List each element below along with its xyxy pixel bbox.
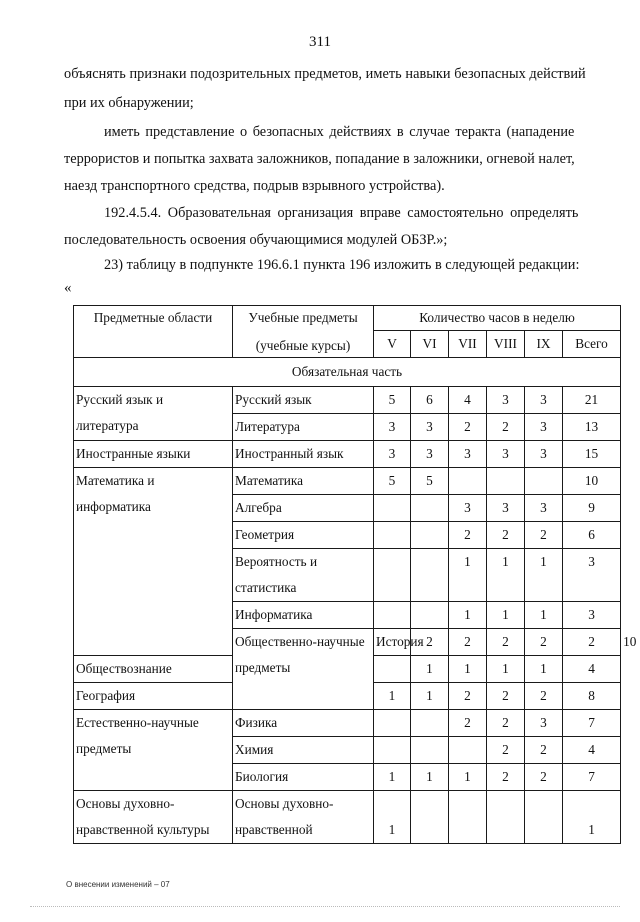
hours-cell: 3: [487, 495, 525, 522]
hours-cell: 2: [525, 683, 563, 710]
area-natural-sciences: [74, 710, 233, 791]
total-cell: 6: [563, 522, 621, 549]
total-cell: 1: [563, 791, 621, 844]
total-cell: 7: [563, 710, 621, 737]
hours-cell: [374, 549, 411, 602]
hours-cell: [374, 710, 411, 737]
hours-cell: [374, 522, 411, 549]
hours-cell: [411, 710, 449, 737]
area-foreign-languages: Иностранные языки: [74, 441, 233, 468]
area-line: литература: [76, 418, 139, 433]
hours-cell: 2: [487, 414, 525, 441]
table-row: [74, 791, 621, 844]
hours-cell: 2: [487, 710, 525, 737]
hours-cell: 2: [525, 629, 563, 656]
subject-cell: Геометрия: [233, 522, 374, 549]
hours-cell: 5: [374, 468, 411, 495]
area-social-sciences: [233, 629, 374, 710]
hours-cell: [374, 656, 411, 683]
header-subject-areas: Предметные области: [74, 306, 233, 358]
hours-cell: 6: [411, 387, 449, 414]
opening-quote-mark: «: [64, 280, 72, 296]
hours-cell: 3: [374, 441, 411, 468]
total-cell: 4: [563, 656, 621, 683]
header-subjects-line1: Учебные предметы: [248, 310, 358, 325]
hours-cell: 1: [449, 764, 487, 791]
hours-cell: [411, 495, 449, 522]
area-line: Естественно-научные: [76, 715, 199, 730]
hours-cell: 1: [374, 791, 411, 844]
hours-cell: 3: [525, 710, 563, 737]
hours-cell: 3: [525, 441, 563, 468]
hours-cell: 2: [525, 764, 563, 791]
subject-line: нравственной: [235, 822, 313, 837]
table-row: Общественно-научные предметы История 2 2 2 2 2 10: [74, 629, 621, 656]
subject-cell: Обществознание: [74, 656, 233, 683]
total-cell: 3: [563, 549, 621, 602]
area-spiritual-moral-culture: [74, 791, 233, 844]
hours-cell: 3: [525, 387, 563, 414]
total-cell: 10: [563, 468, 621, 495]
subject-cell: Литература: [233, 414, 374, 441]
total-cell: 21: [563, 387, 621, 414]
hours-cell: [449, 468, 487, 495]
hours-cell: [525, 468, 563, 495]
paragraph-line: наезд транспортного средства, подрыв взрывного устройства).: [64, 178, 445, 194]
subject-cell: [233, 791, 374, 844]
table-section-row: [74, 358, 621, 387]
subject-cell: Химия: [233, 737, 374, 764]
scan-noise-divider: [30, 906, 620, 907]
hours-cell: 2: [449, 710, 487, 737]
hours-cell: 2: [563, 629, 621, 656]
hours-cell: [411, 522, 449, 549]
paragraph-line: объяснять признаки подозрительных предметов, иметь навыки безопасных действий: [64, 66, 586, 82]
area-line: предметы: [76, 741, 132, 756]
page-number: 311: [309, 34, 331, 50]
hours-cell: 3: [411, 441, 449, 468]
curriculum-table: [73, 305, 637, 844]
hours-cell: 1: [374, 764, 411, 791]
hours-cell: 2: [487, 522, 525, 549]
hours-cell: 2: [487, 683, 525, 710]
hours-cell: 2: [449, 683, 487, 710]
subject-cell: Русский язык: [233, 387, 374, 414]
table-header-row: [74, 306, 621, 331]
hours-cell: 1: [411, 656, 449, 683]
table-row: [74, 710, 621, 737]
hours-cell: 2: [487, 629, 525, 656]
hours-cell: [487, 791, 525, 844]
hours-cell: [449, 737, 487, 764]
subject-line: статистика: [235, 580, 297, 595]
total-cell: 8: [563, 683, 621, 710]
hours-cell: 3: [449, 495, 487, 522]
total-cell: 4: [563, 737, 621, 764]
hours-cell: 1: [525, 656, 563, 683]
area-line: предметы: [235, 660, 291, 675]
area-line: Математика и: [76, 473, 155, 488]
hours-cell: 1: [411, 683, 449, 710]
total-cell: 7: [563, 764, 621, 791]
hours-cell: 3: [411, 414, 449, 441]
hours-cell: 2: [449, 629, 487, 656]
header-total: Всего: [563, 331, 621, 358]
paragraph-line: иметь представление о безопасных действиях в случае теракта (нападение: [104, 124, 575, 140]
total-cell: 13: [563, 414, 621, 441]
section-mandatory-part: Обязательная часть: [74, 358, 621, 387]
hours-cell: 1: [487, 656, 525, 683]
hours-cell: 2: [487, 764, 525, 791]
header-grade-viii: VIII: [487, 331, 525, 358]
subject-cell: Алгебра: [233, 495, 374, 522]
hours-cell: 3: [374, 414, 411, 441]
hours-cell: 3: [449, 441, 487, 468]
area-line: информатика: [76, 499, 151, 514]
hours-cell: 2: [411, 629, 449, 656]
header-hours-per-week: Количество часов в неделю: [374, 306, 621, 331]
header-subjects: [233, 306, 374, 358]
hours-cell: [411, 791, 449, 844]
hours-cell: [374, 737, 411, 764]
area-line: нравственной культуры: [76, 822, 210, 837]
hours-cell: [449, 791, 487, 844]
hours-cell: 1: [449, 602, 487, 629]
hours-cell: 3: [525, 495, 563, 522]
subject-cell: История: [374, 629, 411, 656]
subject-line: Основы духовно-: [235, 796, 334, 811]
footer-note: О внесении изменений – 07: [66, 880, 170, 889]
hours-cell: 3: [525, 414, 563, 441]
area-math-informatics: [74, 468, 233, 656]
hours-cell: [374, 495, 411, 522]
subject-cell: Иностранный язык: [233, 441, 374, 468]
hours-cell: 2: [449, 522, 487, 549]
hours-cell: [411, 737, 449, 764]
table-row: [74, 441, 621, 468]
header-grade-v: V: [374, 331, 411, 358]
hours-cell: [487, 468, 525, 495]
paragraph-line: террористов и попытка захвата заложников, попадание в заложники, огневой налет,: [64, 151, 575, 167]
hours-cell: [411, 602, 449, 629]
hours-cell: 2: [449, 414, 487, 441]
header-subjects-line2: (учебные курсы): [255, 338, 351, 353]
hours-cell: 5: [411, 468, 449, 495]
subject-cell: География: [74, 683, 233, 710]
paragraph-line: последовательность освоения обучающимися модулей ОБЗР.»;: [64, 232, 448, 248]
area-line: Основы духовно-: [76, 796, 175, 811]
header-grade-ix: IX: [525, 331, 563, 358]
subject-cell: Математика: [233, 468, 374, 495]
paragraph-line: 23) таблицу в подпункте 196.6.1 пункта 196 изложить в следующей редакции:: [104, 257, 580, 273]
area-russian-literature: [74, 387, 233, 441]
total-cell: 15: [563, 441, 621, 468]
header-grade-vii: VII: [449, 331, 487, 358]
hours-cell: 1: [449, 656, 487, 683]
hours-cell: [411, 549, 449, 602]
paragraph-line: 192.4.5.4. Образовательная организация вправе самостоятельно определять: [104, 205, 579, 221]
hours-cell: [374, 602, 411, 629]
subject-cell: [233, 549, 374, 602]
hours-cell: 2: [525, 737, 563, 764]
total-cell: 9: [563, 495, 621, 522]
header-grade-vi: VI: [411, 331, 449, 358]
subject-cell: Физика: [233, 710, 374, 737]
hours-cell: 2: [525, 522, 563, 549]
hours-cell: 1: [525, 549, 563, 602]
table-row: [74, 468, 621, 495]
hours-cell: 1: [525, 602, 563, 629]
hours-cell: 5: [374, 387, 411, 414]
area-line: Русский язык и: [76, 392, 164, 407]
table-row: [74, 387, 621, 414]
subject-line: Вероятность и: [235, 554, 318, 569]
paragraph-line: при их обнаружении;: [64, 95, 194, 111]
hours-cell: [525, 791, 563, 844]
hours-cell: 1: [374, 683, 411, 710]
area-line: Общественно-научные: [235, 634, 365, 649]
hours-cell: 1: [487, 549, 525, 602]
subject-cell: Биология: [233, 764, 374, 791]
hours-cell: 4: [449, 387, 487, 414]
hours-cell: 1: [487, 602, 525, 629]
hours-cell: 2: [487, 737, 525, 764]
hours-cell: 3: [487, 387, 525, 414]
hours-cell: 1: [411, 764, 449, 791]
hours-cell: 1: [449, 549, 487, 602]
subject-cell: Информатика: [233, 602, 374, 629]
total-cell: 3: [563, 602, 621, 629]
hours-cell: 3: [487, 441, 525, 468]
